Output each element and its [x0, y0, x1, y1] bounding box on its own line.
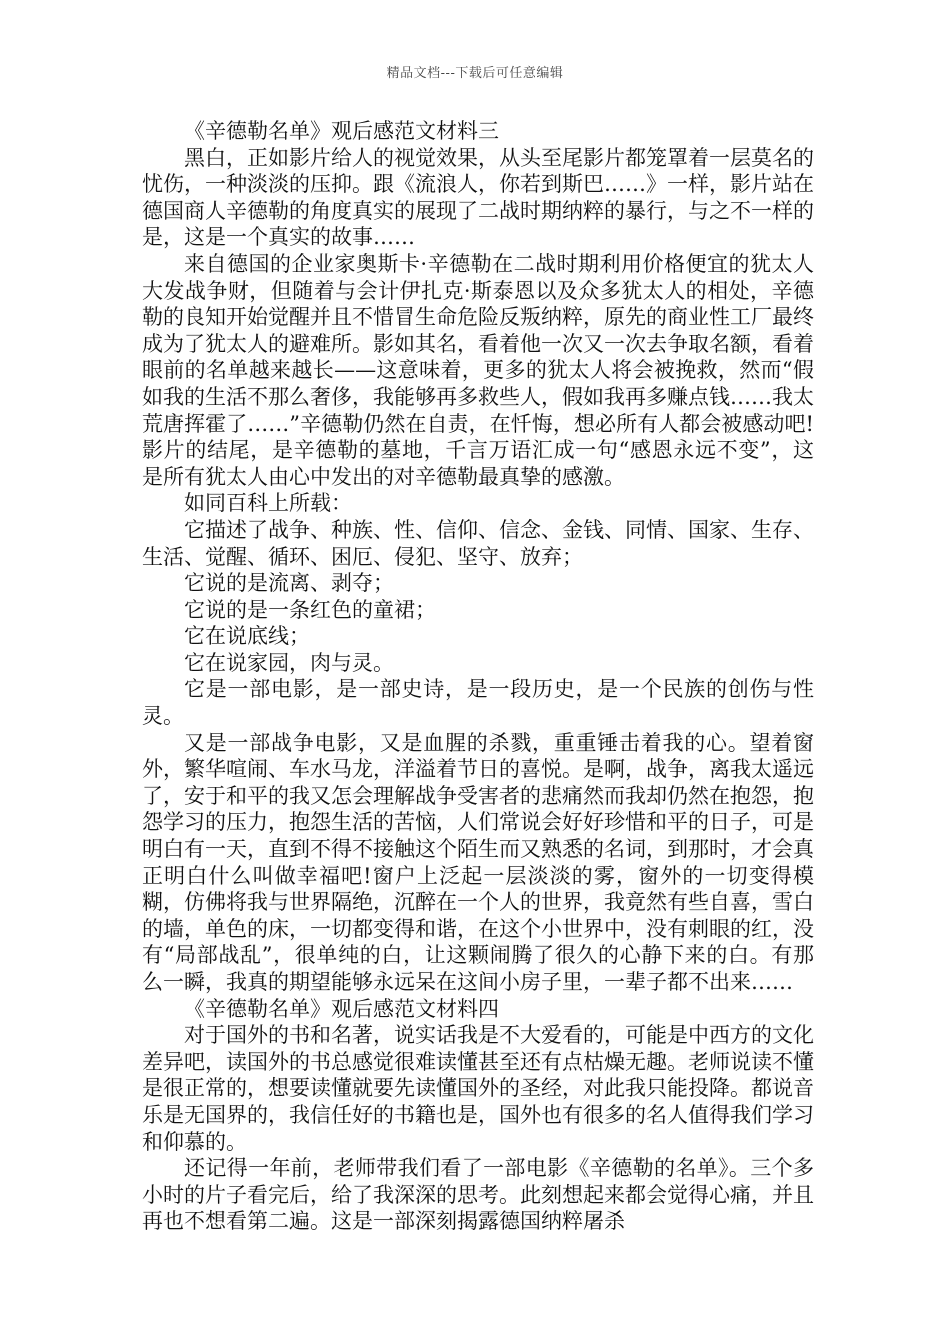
paragraph: 对于国外的书和名著，说实话我是不大爱看的，可能是中西方的文化差异吧，读国外的书总感觉很难读懂甚至还有点枯燥无趣。老师说读不懂是很正常的，想要读懂就要先读懂国外的圣经，对此我只能投降。都说音乐是无国界的，我信任好的书籍也是，国外也有很多的名人值得我们学习和仰慕的。	[142, 1023, 814, 1154]
paragraph: 它是一部电影，是一部史诗，是一段历史，是一个民族的创伤与性灵。	[142, 677, 814, 729]
section-title: 《辛德勒名单》观后感范文材料四	[184, 996, 499, 1021]
section-title: 《辛德勒名单》观后感范文材料三	[184, 119, 499, 143]
document-body	[142, 118, 814, 1235]
paragraph: 如同百科上所载：	[184, 491, 352, 516]
paragraph: 它描述了战争、种族、性、信仰、信念、金钱、同情、国家、生存、生活、觉醒、循环、困厄、侵犯、坚守、放弃；	[142, 517, 814, 569]
paragraph: 它说的是流离、剥夺；	[184, 571, 394, 596]
paragraph: 又是一部战争电影，又是血腥的杀戮，重重锤击着我的心。望着窗外，繁华喧闹、车水马龙，洋溢着节日的喜悦。是啊，战争，离我太遥远了，安于和平的我又怎会理解战争受害者的悲痛然而我却仍然在抱怨，抱怨学习的压力，抱怨生活的苦恼，人们常说会好好珍惜和平的日子，可是明白有一天，直到不得不接触这个陌生而又熟悉的名词，到那时，才会真正明白什么叫做幸福吧!窗户上泛起一层淡淡的雾，窗外的一切变得模糊，仿佛将我与世界隔绝，沉醉在一个人的世界，我竟然有些自喜，雪白的墙，单色的床，一切都变得和谐，在这个小世界中，没有刺眼的红，没有“局部战乱”，很单纯的白，让这颗闹腾了很久的心静下来的白。有那么一瞬，我真的期望能够永远呆在这间小房子里，一辈子都不出来……	[142, 730, 814, 994]
paragraph: 黑白，正如影片给人的视觉效果，从头至尾影片都笼罩着一层莫名的忧伤，一种淡淡的压抑。跟《流浪人，你若到斯巴……》一样，影片站在德国商人辛德勒的角度真实的展现了二战时期纳粹的暴行，与之不一样的是，这是一个真实的故事……	[142, 145, 814, 250]
paragraph: 它说的是一条红色的童裙；	[184, 597, 436, 622]
paragraph: 它在说家园，肉与灵。	[184, 650, 394, 675]
paragraph: 它在说底线；	[184, 624, 310, 649]
page-header: 精品文档---下载后可任意编辑	[386, 66, 564, 81]
paragraph: 还记得一年前，老师带我们看了一部电影《辛德勒的名单》。三个多小时的片子看完后，给了我深深的思考。此刻想起来都会觉得心痛，并且再也不想看第二遍。这是一部深刻揭露德国纳粹屠杀	[142, 1156, 814, 1234]
paragraph: 来自德国的企业家奥斯卡·辛德勒在二战时期利用价格便宜的犹太人大发战争财，但随着与会计伊扎克·斯泰恩以及众多犹太人的相处，辛德勒的良知开始觉醒并且不惜冒生命危险反叛纳粹，原先的商业性工厂最终成为了犹太人的避难所。影如其名，看着他一次又一次去争取名额，看着眼前的名单越来越长——这意味着，更多的犹太人将会被挽救，然而“假如我的生活不那么奢侈，我能够再多救些人，假如我再多赚点钱……我太荒唐挥霍了……”辛德勒仍然在自责，在忏悔，想必所有人都会被感动吧!影片的结尾，是辛德勒的墓地，千言万语汇成一句“感恩永远不变”，这是所有犹太人由心中发出的对辛德勒最真挚的感激。	[142, 251, 814, 489]
